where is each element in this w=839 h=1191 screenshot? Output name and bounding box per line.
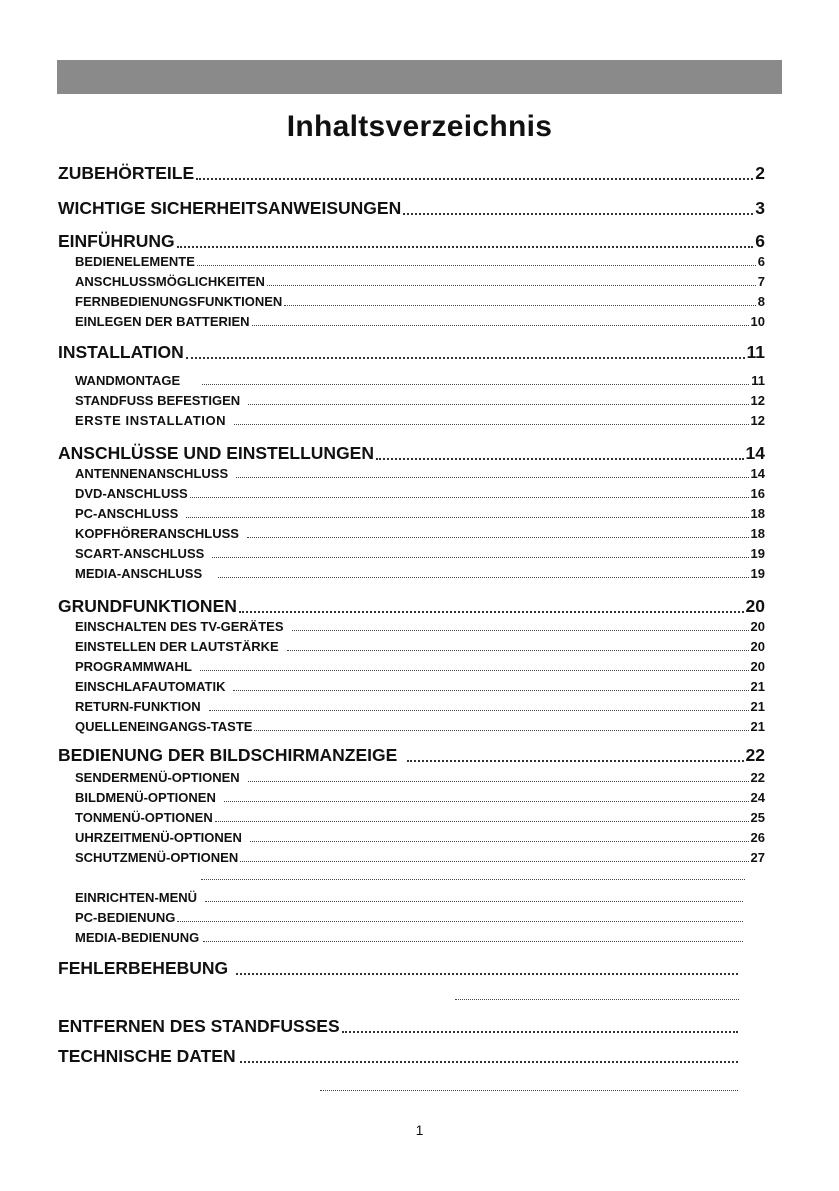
- toc-subentry[interactable]: [75, 254, 765, 269]
- toc-entry-page: 25: [750, 810, 765, 825]
- toc-subentry[interactable]: [75, 466, 765, 481]
- toc-entry-label: ANSCHLUSSMÖGLICHKEITEN: [75, 274, 265, 289]
- toc-entry-label: SENDERMENÜ-OPTIONEN: [75, 770, 240, 785]
- toc-entry-label: RETURN-FUNKTION: [75, 699, 201, 714]
- toc-entry-label: EINFÜHRUNG: [58, 231, 175, 251]
- toc-subentry[interactable]: [75, 679, 765, 694]
- toc-entry-page: 22: [750, 770, 765, 785]
- dot-leader: [236, 972, 738, 975]
- toc-entry-label: EINSTELLEN DER LAUTSTÄRKE: [75, 639, 279, 654]
- dot-leader: [267, 284, 756, 286]
- toc-entry-label: EINLEGEN DER BATTERIEN: [75, 314, 250, 329]
- dot-leader: [376, 457, 744, 460]
- toc-entry-page: 16: [750, 486, 765, 501]
- toc-entry-label: KOPFHÖRERANSCHLUSS: [75, 526, 239, 541]
- toc-entry-page: 18: [750, 506, 765, 521]
- toc-entry[interactable]: [58, 342, 765, 363]
- toc-entry[interactable]: [58, 198, 765, 219]
- toc-subentry[interactable]: [75, 890, 745, 905]
- toc-entry-page: 20: [750, 619, 765, 634]
- toc-entry-page: 12: [750, 413, 765, 428]
- toc-entry[interactable]: [58, 596, 765, 617]
- dot-leader: [236, 476, 748, 478]
- toc-entry-label: INSTALLATION: [58, 342, 184, 362]
- toc-entry-page: 14: [745, 443, 765, 463]
- toc-entry-label: PROGRAMMWAHL: [75, 659, 192, 674]
- toc-subentry[interactable]: [75, 294, 765, 309]
- toc-entry-page: 20: [745, 596, 765, 616]
- toc-entry-label: ANSCHLÜSSE UND EINSTELLUNGEN: [58, 443, 374, 463]
- toc-entry-page: 20: [750, 659, 765, 674]
- toc-entry-label: SCART-ANSCHLUSS: [75, 546, 205, 561]
- dot-leader: [190, 496, 749, 498]
- toc-entry-label: ENTFERNEN DES STANDFUSSES: [58, 1016, 340, 1036]
- dot-leader: [215, 820, 749, 822]
- toc-entry-page: 11: [746, 342, 765, 362]
- toc-entry-page: 10: [750, 314, 765, 329]
- toc-subentry[interactable]: [75, 274, 765, 289]
- dot-leader: [203, 940, 743, 942]
- toc-entry-page: 19: [750, 546, 765, 561]
- page-title: Inhaltsverzeichnis: [286, 110, 553, 143]
- dot-leader: [218, 576, 748, 578]
- dot-leader: [254, 729, 748, 731]
- toc-entry-label: BEDIENUNG DER BILDSCHIRMANZEIGE: [58, 745, 398, 765]
- dot-leader: [342, 1030, 738, 1033]
- dot-leader: [248, 403, 748, 405]
- dot-leader: [186, 516, 748, 518]
- toc-entry-label: BEDIENELEMENTE: [75, 254, 195, 269]
- toc-subentry[interactable]: [75, 314, 765, 329]
- toc-entry-label: EINSCHLAFAUTOMATIK: [75, 679, 226, 694]
- toc-entry-page: 12: [750, 393, 765, 408]
- toc-entry-page: 21: [750, 699, 765, 714]
- toc-subentry[interactable]: [75, 830, 765, 845]
- toc-entry[interactable]: [58, 958, 740, 979]
- toc-entry-page: 22: [745, 745, 765, 765]
- toc-entry-page: 11: [751, 373, 765, 388]
- toc-subentry[interactable]: [75, 930, 745, 945]
- toc-entry[interactable]: [58, 231, 765, 252]
- toc-subentry[interactable]: [75, 486, 765, 501]
- toc-entry-label: ERSTE INSTALLATION: [75, 413, 227, 428]
- toc-entry-page: 19: [750, 566, 765, 581]
- dot-leader: [240, 860, 748, 862]
- toc-subentry[interactable]: [75, 566, 765, 581]
- toc-entry[interactable]: [58, 443, 765, 464]
- toc-subentry[interactable]: [75, 790, 765, 805]
- dot-leader: [250, 840, 749, 842]
- toc-entry-label: STANDFUSS BEFESTIGEN: [75, 393, 241, 408]
- toc-entry[interactable]: [58, 1046, 740, 1067]
- dot-leader: [201, 878, 745, 880]
- toc-entry-page: 14: [750, 466, 765, 481]
- toc-subentry[interactable]: [75, 719, 765, 734]
- toc-subentry[interactable]: [75, 659, 765, 674]
- dot-leader: [284, 304, 755, 306]
- dot-leader: [247, 536, 749, 538]
- dot-leader: [177, 245, 754, 248]
- dot-leader: [287, 649, 749, 651]
- toc-entry-page: 7: [757, 274, 765, 289]
- toc-subentry[interactable]: [75, 526, 765, 541]
- toc-subentry[interactable]: [75, 619, 765, 634]
- dot-leader: [205, 900, 743, 902]
- dot-leader: [212, 556, 748, 558]
- dot-leader: [202, 383, 749, 385]
- dot-leader: [186, 356, 745, 359]
- toc-entry-label: ANTENNENANSCHLUSS: [75, 466, 229, 481]
- dot-leader: [320, 1089, 738, 1091]
- toc-entry-label: SCHUTZMENÜ-OPTIONEN: [75, 850, 239, 865]
- toc-entry-label: ZUBEHÖRTEILE: [58, 163, 195, 183]
- toc-entry-page: 6: [757, 254, 765, 269]
- toc-entry-label: TECHNISCHE DATEN: [58, 1046, 236, 1066]
- toc-subentry[interactable]: [75, 546, 765, 561]
- toc-entry-page: 8: [757, 294, 765, 309]
- toc-subentry[interactable]: [75, 770, 765, 785]
- toc-entry-label: WICHTIGE SICHERHEITSANWEISUNGEN: [58, 198, 402, 218]
- toc-subentry[interactable]: [75, 506, 765, 521]
- toc-subentry[interactable]: [75, 850, 765, 865]
- dot-leader: [209, 709, 749, 711]
- toc-entry-page: 27: [750, 850, 765, 865]
- toc-entry[interactable]: [58, 745, 765, 766]
- toc-entry-page: 24: [750, 790, 765, 805]
- toc-entry-label: DVD-ANSCHLUSS: [75, 486, 188, 501]
- toc-entry-label: MEDIA-BEDIENUNG: [75, 930, 200, 945]
- dot-leader: [177, 920, 743, 922]
- toc-entry-page: 6: [755, 231, 765, 251]
- toc-subentry[interactable]: [75, 393, 765, 408]
- dot-leader: [197, 264, 756, 266]
- dot-leader: [248, 780, 749, 782]
- page-number: 1: [415, 1122, 424, 1138]
- toc-subentry[interactable]: [75, 910, 745, 925]
- dot-leader: [196, 177, 753, 180]
- toc-subentry[interactable]: [75, 699, 765, 714]
- toc-entry-label: TONMENÜ-OPTIONEN: [75, 810, 213, 825]
- toc-entry-label: MEDIA-ANSCHLUSS: [75, 566, 203, 581]
- toc-entry[interactable]: [58, 163, 765, 184]
- dot-leader: [292, 629, 749, 631]
- toc-entry-label: PC-BEDIENUNG: [75, 910, 176, 925]
- toc-entry-label: PC-ANSCHLUSS: [75, 506, 179, 521]
- toc-entry-label: BILDMENÜ-OPTIONEN: [75, 790, 216, 805]
- dot-leader: [403, 212, 753, 215]
- dot-leader: [455, 998, 739, 1000]
- toc-subentry[interactable]: [75, 413, 765, 428]
- dot-leader: [234, 423, 748, 425]
- dot-leader: [407, 759, 743, 762]
- toc-entry-label: QUELLENEINGANGS-TASTE: [75, 719, 253, 734]
- toc-entry-page: 3: [755, 198, 765, 218]
- toc-entry-page: 20: [750, 639, 765, 654]
- toc-subentry[interactable]: [75, 373, 765, 388]
- toc-entry-label: EINRICHTEN-MENÜ: [75, 890, 198, 905]
- dot-leader: [224, 800, 749, 802]
- toc-entry-label: UHRZEITMENÜ-OPTIONEN: [75, 830, 242, 845]
- toc-entry-page: 2: [755, 163, 765, 183]
- toc-entry-label: FEHLERBEHEBUNG: [58, 958, 229, 978]
- toc-entry-label: FERNBEDIENUNGSFUNKTIONEN: [75, 294, 283, 309]
- toc-entry-page: 18: [750, 526, 765, 541]
- toc-entry-page: 21: [750, 679, 765, 694]
- toc-entry-label: GRUNDFUNKTIONEN: [58, 596, 237, 616]
- toc-entry-label: EINSCHALTEN DES TV-GERÄTES: [75, 619, 284, 634]
- toc-subentry[interactable]: [75, 639, 765, 654]
- dot-leader: [200, 669, 749, 671]
- toc-entry-page: 21: [750, 719, 765, 734]
- dot-leader: [240, 1060, 738, 1063]
- dot-leader: [239, 610, 744, 613]
- toc-entry-label: WANDMONTAGE: [75, 373, 181, 388]
- toc-entry[interactable]: [58, 1016, 740, 1037]
- toc-entry-page: 26: [750, 830, 765, 845]
- dot-leader: [233, 689, 748, 691]
- toc-subentry[interactable]: [75, 810, 765, 825]
- dot-leader: [252, 324, 749, 326]
